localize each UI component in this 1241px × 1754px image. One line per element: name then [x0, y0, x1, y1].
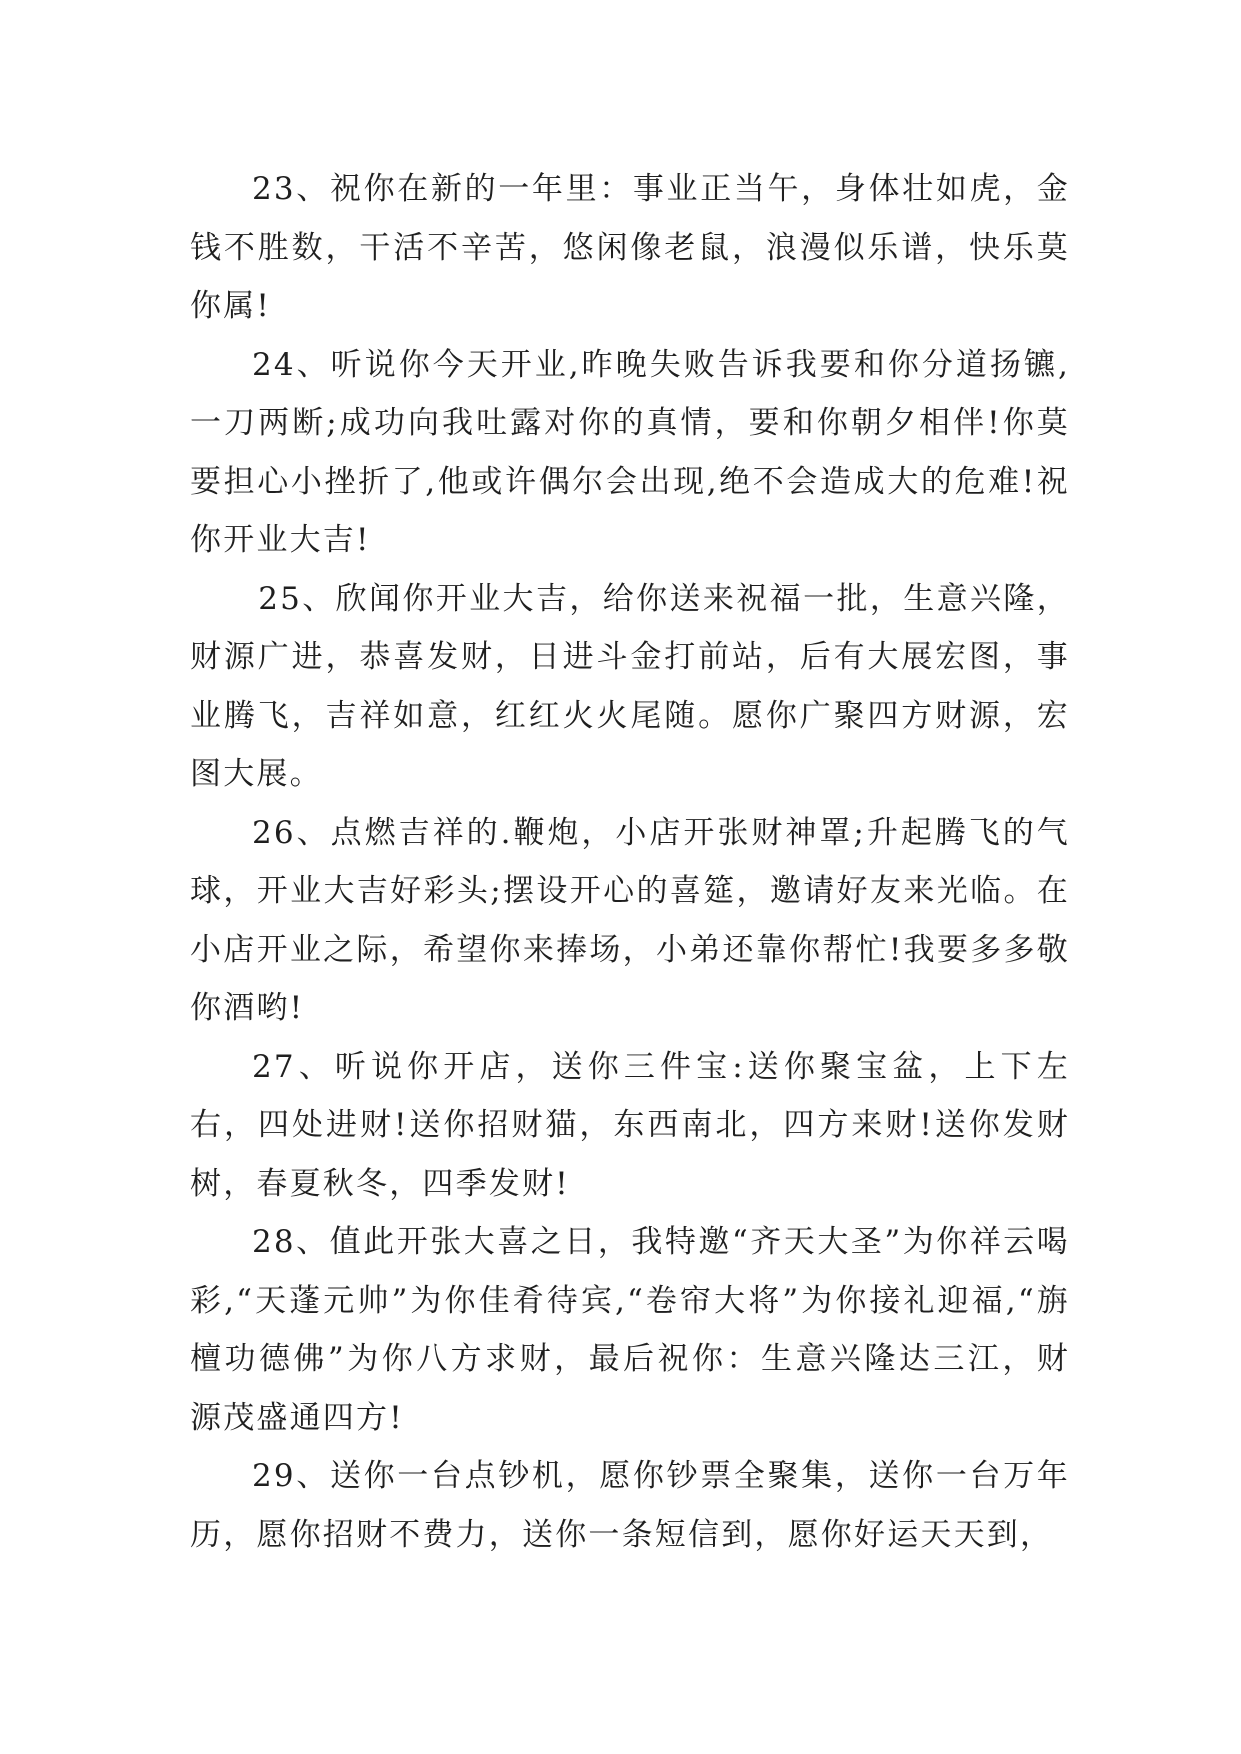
paragraph-23: 23、祝你在新的一年里：事业正当午，身体壮如虎，金钱不胜数，干活不辛苦，悠闲像老鼠，浪漫似乐谱，快乐莫你属!: [190, 171, 1070, 324]
paragraph-24: 24、听说你今天开业,昨晚失败告诉我要和你分道扬镳,一刀两断;成功向我吐露对你的真情，要和你朝夕相伴!你莫要担心小挫折了,他或许偶尔会出现,绝不会造成大的危难!祝你开业大吉!: [190, 346, 1070, 558]
document-body: [190, 160, 1070, 1564]
paragraph-26: 26、点燃吉祥的.鞭炮，小店开张财神罩;升起腾飞的气球，开业大吉好彩头;摆设开心的喜筵，邀请好友来光临。在小店开业之际，希望你来捧场，小弟还靠你帮忙!我要多多敬你酒哟!: [190, 814, 1070, 1026]
paragraph-27: 27、听说你开店，送你三件宝:送你聚宝盆，上下左右，四处进财!送你招财猫，东西南北，四方来财!送你发财树，春夏秋冬，四季发财!: [190, 1048, 1070, 1202]
paragraph-29: 29、送你一台点钞机，愿你钞票全聚集，送你一台万年历，愿你招财不费力，送你一条短信到，愿你好运天天到，: [190, 1458, 1070, 1553]
paragraph-28: 28、值此开张大喜之日，我特邀“齐天大圣”为你祥云喝彩,“天蓬元帅”为你佳肴待宾,“卷帘大将”为你接礼迎福,“旃檀功德佛”为你八方求财，最后祝你：生意兴隆达三江，财源茂盛通四方!: [190, 1224, 1070, 1436]
paragraph-25: 25、欣闻你开业大吉，给你送来祝福一批，生意兴隆，财源广进，恭喜发财，日进斗金打前站，后有大展宏图，事业腾飞，吉祥如意，红红火火尾随。愿你广聚四方财源，宏图大展。: [190, 580, 1070, 792]
